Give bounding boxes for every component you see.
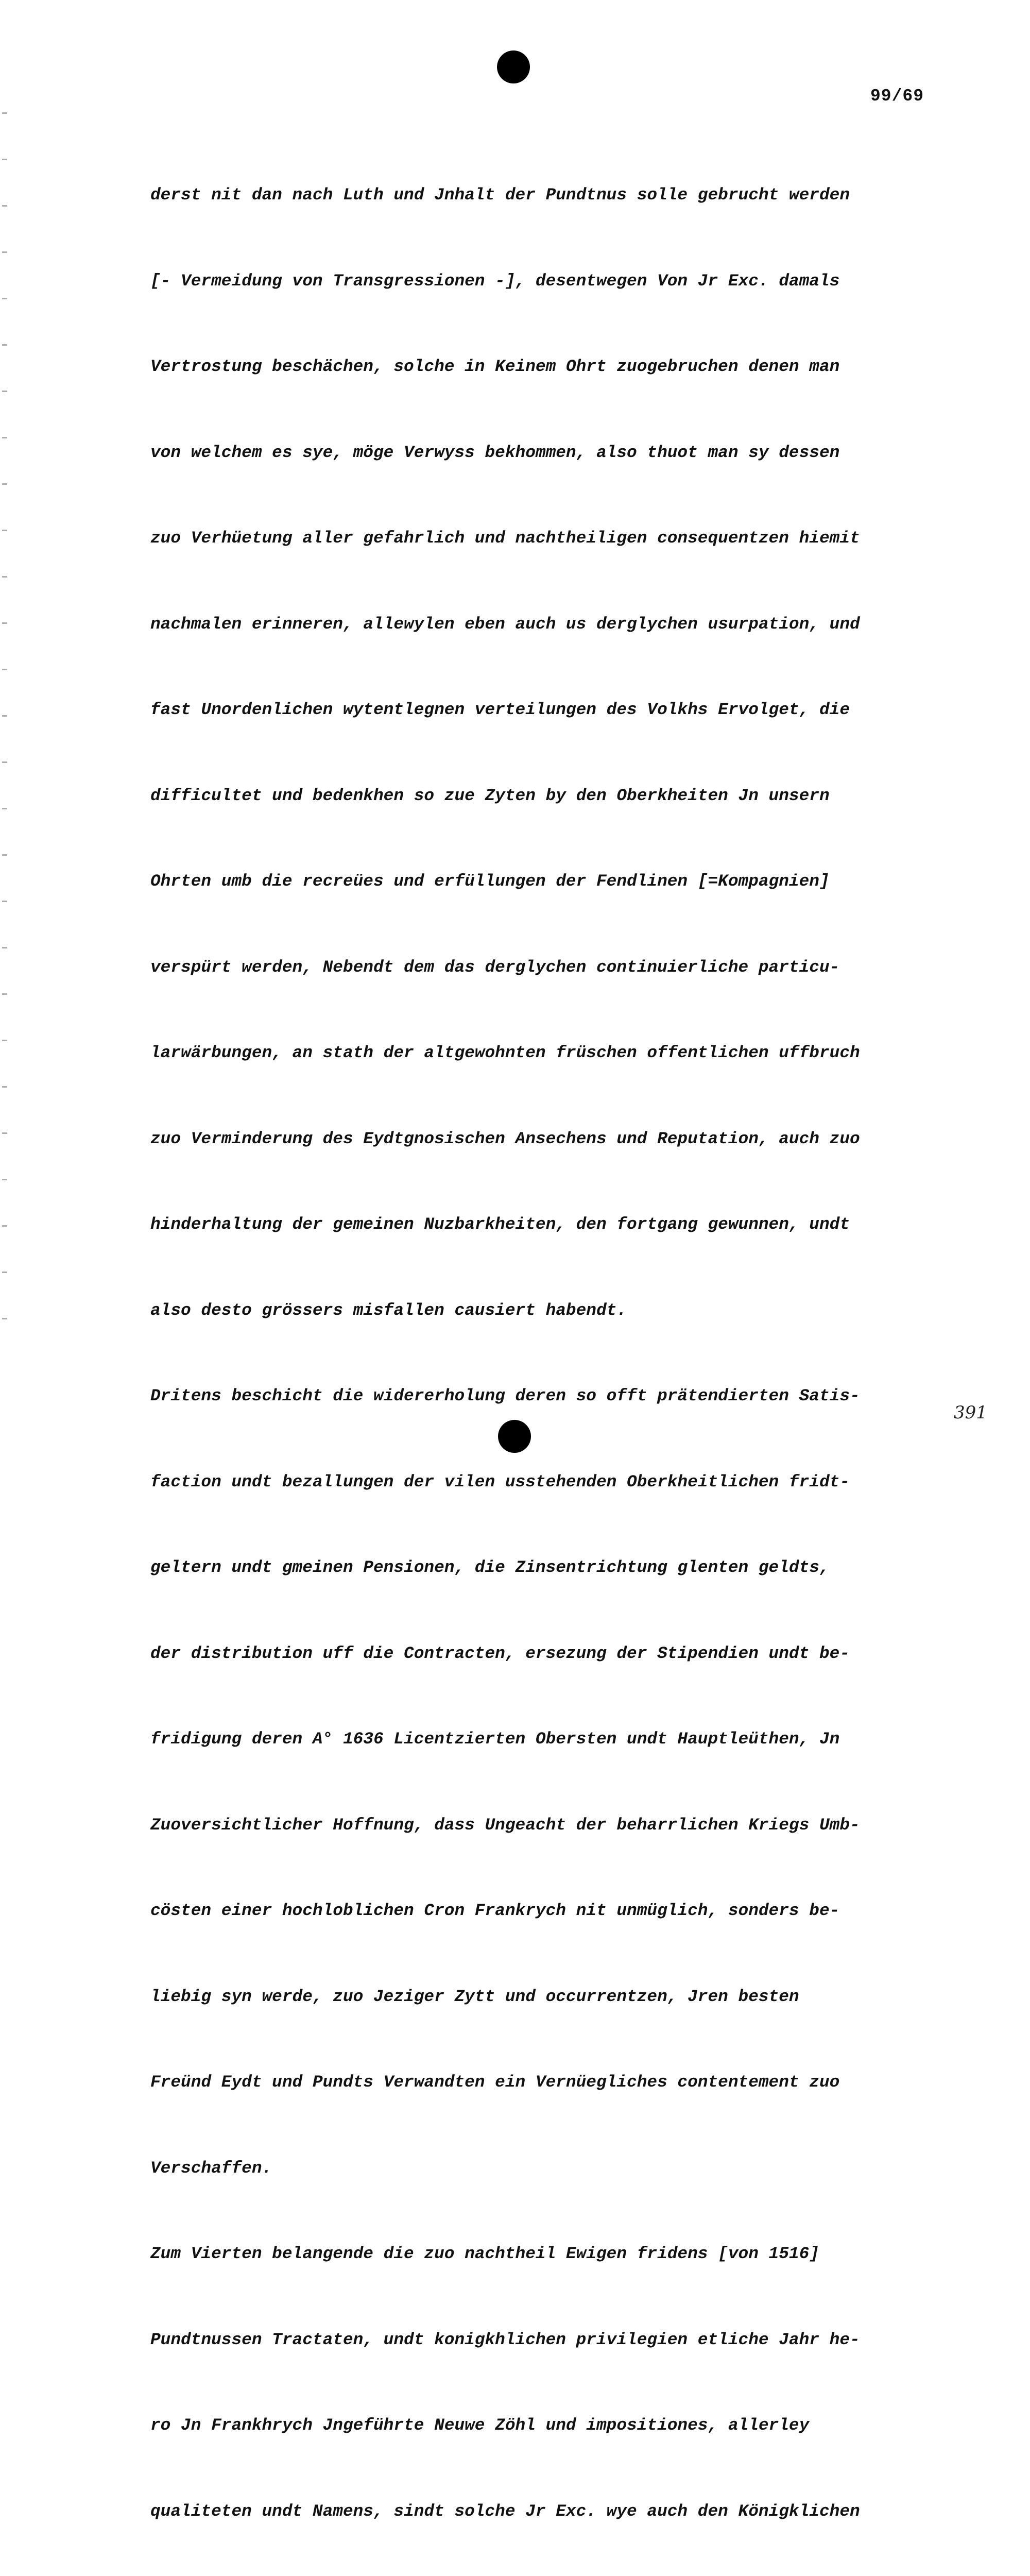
text-line: Dritens beschicht die widererholung deren so offt prätendierten Satis- (150, 1386, 860, 1405)
corner-handwritten-mark: 391 (954, 1402, 987, 1423)
text-line: liebig syn werde, zuo Jeziger Zytt und occurrentzen, Jren besten (150, 1987, 799, 2006)
text-line: zuo Verminderung des Eydtgnosischen Ansechens und Reputation, auch zuo (150, 1129, 860, 1148)
text-line: fridigung deren A° 1636 Licentzierten Obersten undt Hauptleüthen, Jn (150, 1730, 840, 1749)
text-line: also desto grössers misfallen causiert habendt. (150, 1300, 627, 1320)
text-line: Freünd Eydt und Pundts Verwandten ein Vernüegliches contentement zuo (150, 2073, 840, 2092)
text-line: difficultet und bedenkhen so zue Zyten by den Oberkheiten Jn unsern (150, 786, 830, 805)
text-line: [- Vermeidung von Transgressionen -], desentwegen Von Jr Exc. damals (150, 271, 840, 291)
text-line: Zuoversichtlicher Hoffnung, dass Ungeacht der beharrlichen Kriegs Umb- (150, 1815, 860, 1835)
text-line: nachmalen erinneren, allewylen eben auch us derglychen usurpation, und (150, 614, 860, 634)
text-line: Pundtnussen Tractaten, undt konigkhlichen privilegien etliche Jahr he- (150, 2330, 860, 2349)
text-line: Verschaffen. (150, 2158, 272, 2178)
text-line: derst nit dan nach Luth und Jnhalt der Pundtnus solle gebrucht werden (150, 185, 850, 205)
text-line: cösten einer hochloblichen Cron Frankrych nit unmüglich, sonders be- (150, 1901, 840, 1920)
text-line: faction undt bezallungen der vilen usstehenden Oberkheitlichen fridt- (150, 1472, 850, 1492)
punch-hole-bottom (498, 1420, 531, 1453)
text-line: Zum Vierten belangende die zuo nachtheil Ewigen fridens [von 1516] (150, 2244, 819, 2263)
text-line: Ohrten umb die recreües und erfüllungen der Fendlinen [=Kompagnien] (150, 872, 830, 891)
text-line: qualiteten undt Namens, sindt solche Jr Exc. wye auch den Königklichen (150, 2501, 860, 2521)
text-line: larwärbungen, an stath der altgewohnten früschen offentlichen uffbruch (150, 1043, 860, 1062)
page-number: 99/69 (870, 87, 924, 106)
document-body (150, 124, 954, 2576)
text-line: hinderhaltung der gemeinen Nuzbarkheiten, den fortgang gewunnen, undt (150, 1215, 850, 1234)
text-line: zuo Verhüetung aller gefahrlich und nachtheiligen consequentzen hiemit (150, 529, 860, 548)
text-line: der distribution uff die Contracten, ersezung der Stipendien undt be- (150, 1643, 850, 1663)
scan-edge-marks (2, 93, 7, 1340)
text-line: verspürt werden, Nebendt dem das derglychen continuierliche particu- (150, 957, 840, 977)
punch-hole-top (497, 50, 530, 83)
text-line: Vertrostung beschächen, solche in Keinem Ohrt zuogebruchen denen man (150, 357, 840, 376)
text-line: von welchem es sye, möge Verwyss bekhommen, also thuot man sy dessen (150, 443, 840, 462)
text-line: ro Jn Frankhrych Jngeführte Neuwe Zöhl und impositiones, allerley (150, 2416, 810, 2435)
text-line: fast Unordenlichen wytentlegnen verteilungen des Volkhs Ervolget, die (150, 700, 850, 719)
text-line: geltern undt gmeinen Pensionen, die Zinsentrichtung glenten geldts, (150, 1558, 830, 1577)
